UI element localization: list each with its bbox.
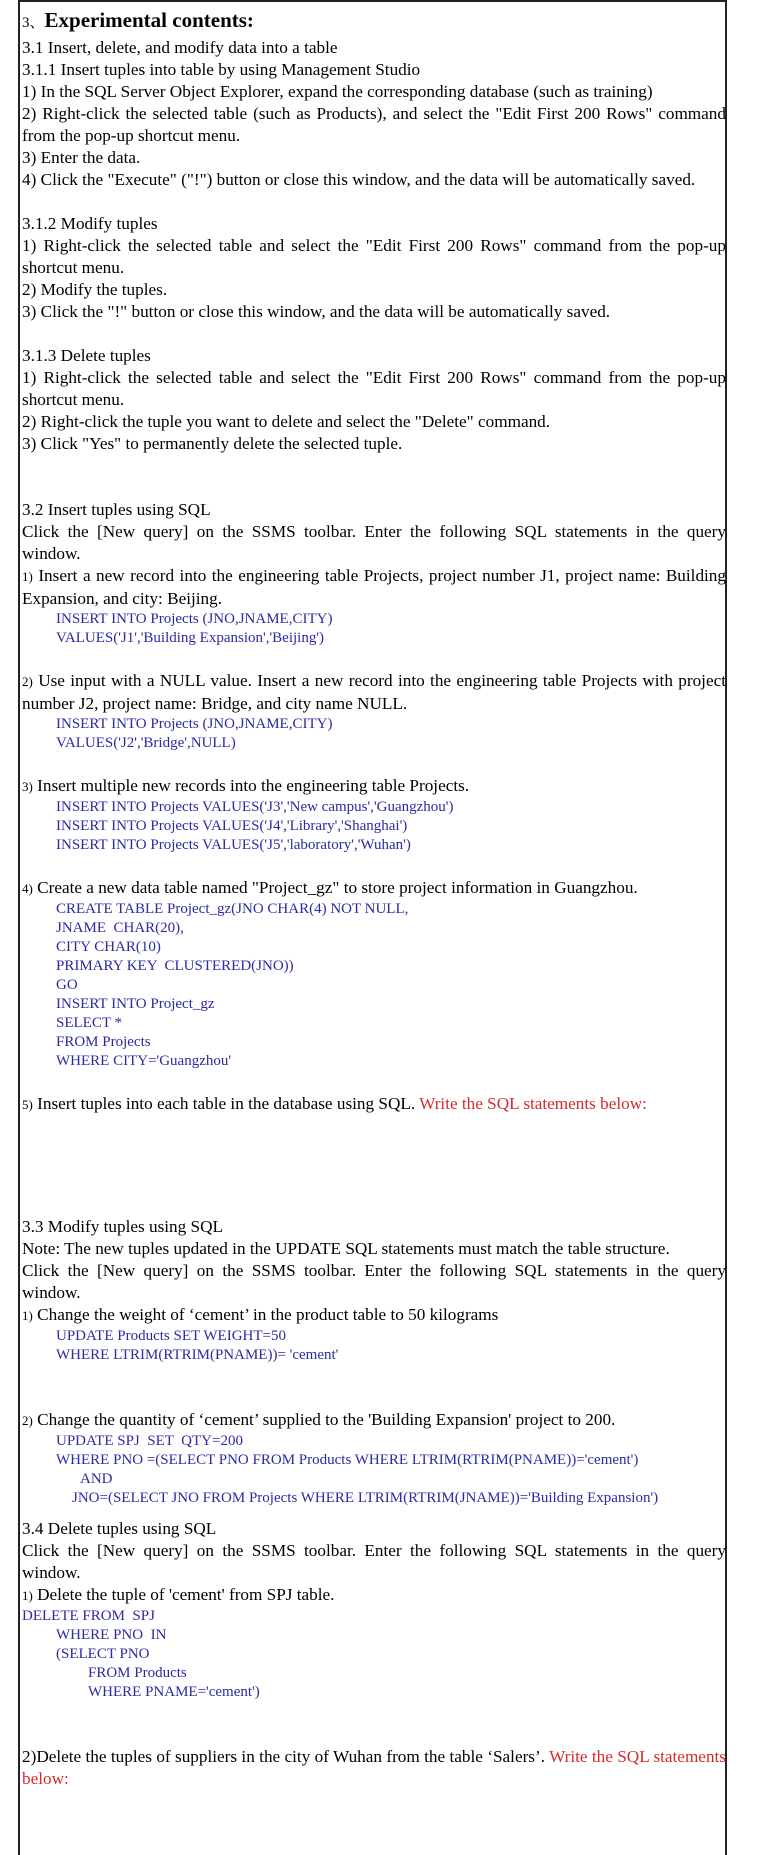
section-3-4-title: 3.4 Delete tuples using SQL [22, 1519, 217, 1538]
step-1: 1) In the SQL Server Object Explorer, expand the corresponding database (such as training) [22, 82, 653, 101]
section-3-1-title: 3.1 Insert, delete, and modify data into a table [22, 38, 338, 57]
sql-line: VALUES('J1','Building Expansion','Beijing') [56, 630, 325, 646]
sql-line: INSERT INTO Projects (JNO,JNAME,CITY) [56, 716, 333, 732]
sql-line: UPDATE SPJ SET QTY=200 [56, 1433, 243, 1449]
sql-line: UPDATE Products SET WEIGHT=50 [56, 1328, 286, 1344]
section-3-4-intro: Click the [New query] on the SSMS toolbar. Enter the following SQL statements in the query window. [22, 1541, 726, 1582]
section-3-1-1-title: 3.1.1 Insert tuples into table by using Management Studio [22, 60, 421, 79]
sql-line: DELETE FROM SPJ [22, 1608, 155, 1624]
write-sql-prompt: Write the SQL statements below: [22, 1747, 726, 1788]
heading-number: 3、 [22, 15, 45, 31]
sql-line: INSERT INTO Projects VALUES('J4','Library','Shanghai') [56, 818, 408, 834]
section-3-1-3-title: 3.1.3 Delete tuples [22, 346, 151, 365]
insert-item-5 [22, 1093, 726, 1116]
step-3: 3) Enter the data. [22, 148, 141, 167]
sql-line: INSERT INTO Projects VALUES('J5','laboratory','Wuhan') [56, 837, 411, 853]
item-text: Create a new data table named "Project_gz" to store project information in Guangzhou. [32, 878, 638, 897]
delete-step-3: 3) Click "Yes" to permanently delete the selected tuple. [22, 434, 403, 453]
sql-line: WHERE PNO =(SELECT PNO FROM Products WHERE LTRIM(RTRIM(PNAME))='cement') [56, 1452, 639, 1468]
step-4: 4) Click the "Execute" ("!") button or close this window, and the data will be automatically saved. [22, 170, 696, 189]
sql-line: GO [56, 977, 78, 993]
insert-item-1 [22, 565, 726, 610]
item-text: Insert multiple new records into the engineering table Projects. [32, 776, 470, 795]
insert-item-2 [22, 670, 726, 715]
sql-line: CITY CHAR(10) [56, 939, 161, 955]
sql-line: WHERE LTRIM(RTRIM(PNAME))= 'cement' [56, 1347, 339, 1363]
delete-step-1: 1) Right-click the selected table and select the "Edit First 200 Rows" command from the pop-up shortcut menu. [22, 368, 726, 409]
sql-line: INSERT INTO Projects VALUES('J3','New campus','Guangzhou') [56, 799, 454, 815]
sql-line: WHERE CITY='Guangzhou' [56, 1053, 232, 1069]
update-item-1 [22, 1304, 726, 1327]
item-text: Insert tuples into each table in the database using SQL. [32, 1094, 420, 1113]
modify-step-3: 3) Click the "!" button or close this window, and the data will be automatically saved. [22, 302, 611, 321]
delete-item-2 [22, 1746, 726, 1790]
sql-line: JNO=(SELECT JNO FROM Projects WHERE LTRIM(RTRIM(JNAME))='Building Expansion') [72, 1490, 659, 1506]
modify-step-1: 1) Right-click the selected table and select the "Edit First 200 Rows" command from the pop-up shortcut menu. [22, 236, 726, 277]
section-3-3-title: 3.3 Modify tuples using SQL [22, 1217, 224, 1236]
sql-line: FROM Products [88, 1665, 187, 1681]
item-number: 1) [22, 569, 33, 584]
item-text: Change the weight of ‘cement’ in the product table to 50 kilograms [32, 1305, 499, 1324]
sql-line: (SELECT PNO [56, 1646, 150, 1662]
item-number: 3) [22, 779, 33, 794]
sql-line: PRIMARY KEY CLUSTERED(JNO)) [56, 958, 294, 974]
document-content [22, 6, 726, 1790]
sql-line: JNAME CHAR(20), [56, 920, 184, 936]
update-item-2 [22, 1409, 726, 1432]
item-number: 1) [22, 1308, 33, 1323]
sql-line: AND [80, 1471, 113, 1487]
sql-line: INSERT INTO Project_gz [56, 996, 215, 1012]
section-3-3-intro: Click the [New query] on the SSMS toolbar. Enter the following SQL statements in the query window. [22, 1261, 726, 1302]
sql-line: WHERE PNAME='cement') [88, 1684, 260, 1700]
sql-line: CREATE TABLE Project_gz(JNO CHAR(4) NOT NULL, [56, 901, 409, 917]
item-number: 2) [22, 674, 33, 689]
heading-title: Experimental contents: [44, 8, 254, 32]
section-3-1-2-title: 3.1.2 Modify tuples [22, 214, 158, 233]
sql-line: WHERE PNO IN [56, 1627, 167, 1643]
item-number: 4) [22, 881, 33, 896]
item-text: Change the quantity of ‘cement’ supplied to the 'Building Expansion' project to 200. [32, 1410, 616, 1429]
insert-item-3 [22, 775, 726, 798]
item-number: 5) [22, 1097, 33, 1112]
item-number: 1) [22, 1588, 33, 1603]
sql-line: INSERT INTO Projects (JNO,JNAME,CITY) [56, 611, 333, 627]
item-number: 2) [22, 1413, 33, 1428]
item-text: Delete the tuple of 'cement' from SPJ table. [32, 1585, 335, 1604]
section-3-2-title: 3.2 Insert tuples using SQL [22, 500, 211, 519]
section-3-3-note: Note: The new tuples updated in the UPDATE SQL statements must match the table structure. [22, 1239, 670, 1258]
item-text: Use input with a NULL value. Insert a new record into the engineering table Projects with project number J2, project name: Bridge, and city name NULL. [22, 671, 726, 713]
modify-step-2: 2) Modify the tuples. [22, 280, 168, 299]
sql-line: FROM Projects [56, 1034, 151, 1050]
section-3-2-intro: Click the [New query] on the SSMS toolbar. Enter the following SQL statements in the query window. [22, 522, 726, 563]
step-2: 2) Right-click the selected table (such as Products), and select the "Edit First 200 Rows" command from the pop-up shortcut menu. [22, 104, 726, 145]
sql-line: SELECT * [56, 1015, 122, 1031]
item-text: Insert a new record into the engineering table Projects, project number J1, project name: Building Expansion, and city: Beijing. [22, 566, 726, 608]
sql-line: VALUES('J2','Bridge',NULL) [56, 735, 236, 751]
write-sql-prompt: Write the SQL statements below: [419, 1094, 647, 1113]
delete-item-1 [22, 1584, 726, 1607]
item-text: 2)Delete the tuples of suppliers in the city of Wuhan from the table ‘Salers’. [22, 1747, 550, 1766]
insert-item-4 [22, 877, 726, 900]
section-heading [22, 6, 726, 37]
delete-step-2: 2) Right-click the tuple you want to delete and select the "Delete" command. [22, 412, 551, 431]
